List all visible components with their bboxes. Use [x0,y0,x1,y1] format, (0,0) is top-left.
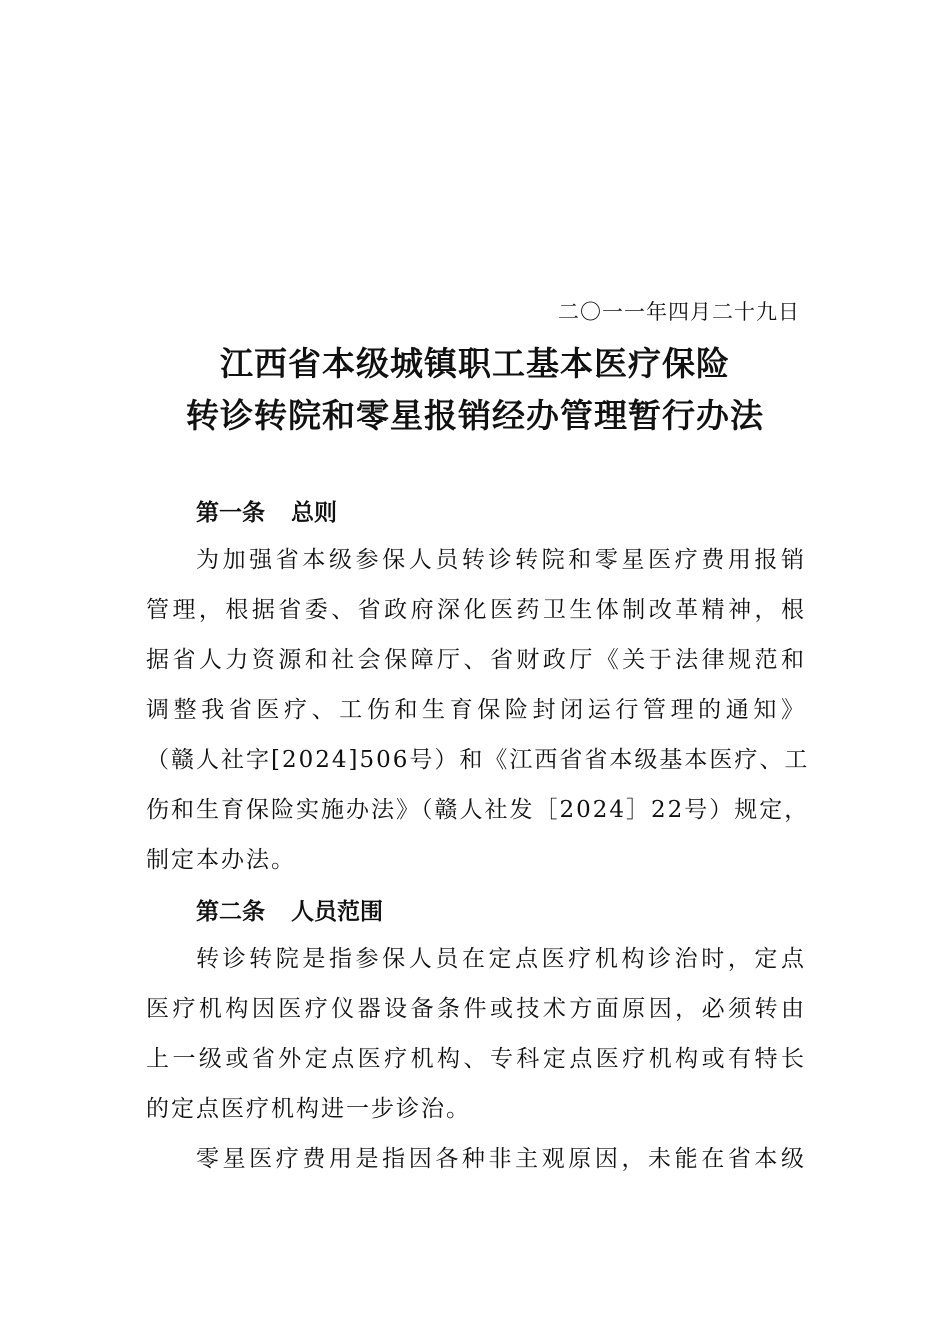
section-title: 总则 [291,499,337,526]
section-number: 第二条 [196,898,265,925]
section-title: 人员范围 [291,898,383,925]
document-title-line-2: 转诊转院和零星报销经办管理暂行办法 [186,396,764,435]
document-title-line-1: 江西省本级城镇职工基本医疗保险 [220,344,730,383]
section-heading-2 [196,893,383,926]
paragraph-line: 为加强省本级参保人员转诊转院和零星医疗费用报销 [196,547,806,573]
paragraph-line: 的定点医疗机构进一步诊治。 [146,1096,471,1122]
paragraph-line: 制定本办法。 [146,847,296,873]
paragraph-line: （赣人社字[2024]506号）和《江西省省本级基本医疗、工 [146,747,810,773]
section-heading-1 [196,494,337,527]
paragraph-line: 零星医疗费用是指因各种非主观原因，未能在省本级 [196,1146,806,1172]
paragraph-line: 上一级或省外定点医疗机构、专科定点医疗机构或有特长 [146,1046,806,1072]
paragraph-line: 转诊转院是指参保人员在定点医疗机构诊治时，定点 [196,946,806,972]
paragraph-line: 管理，根据省委、省政府深化医药卫生体制改革精神，根 [146,597,806,623]
section-number: 第一条 [196,499,265,526]
paragraph-line: 医疗机构因医疗仪器设备条件或技术方面原因，必须转由 [146,996,806,1022]
paragraph-line: 据省人力资源和社会保障厅、省财政厅《关于法律规范和 [146,647,806,673]
document-date: 二〇一一年四月二十九日 [558,300,800,324]
paragraph-line: 伤和生育保险实施办法》（赣人社发［2024］22号）规定， [146,797,810,823]
paragraph-line: 调整我省医疗、工伤和生育保险封闭运行管理的通知》 [146,697,806,723]
